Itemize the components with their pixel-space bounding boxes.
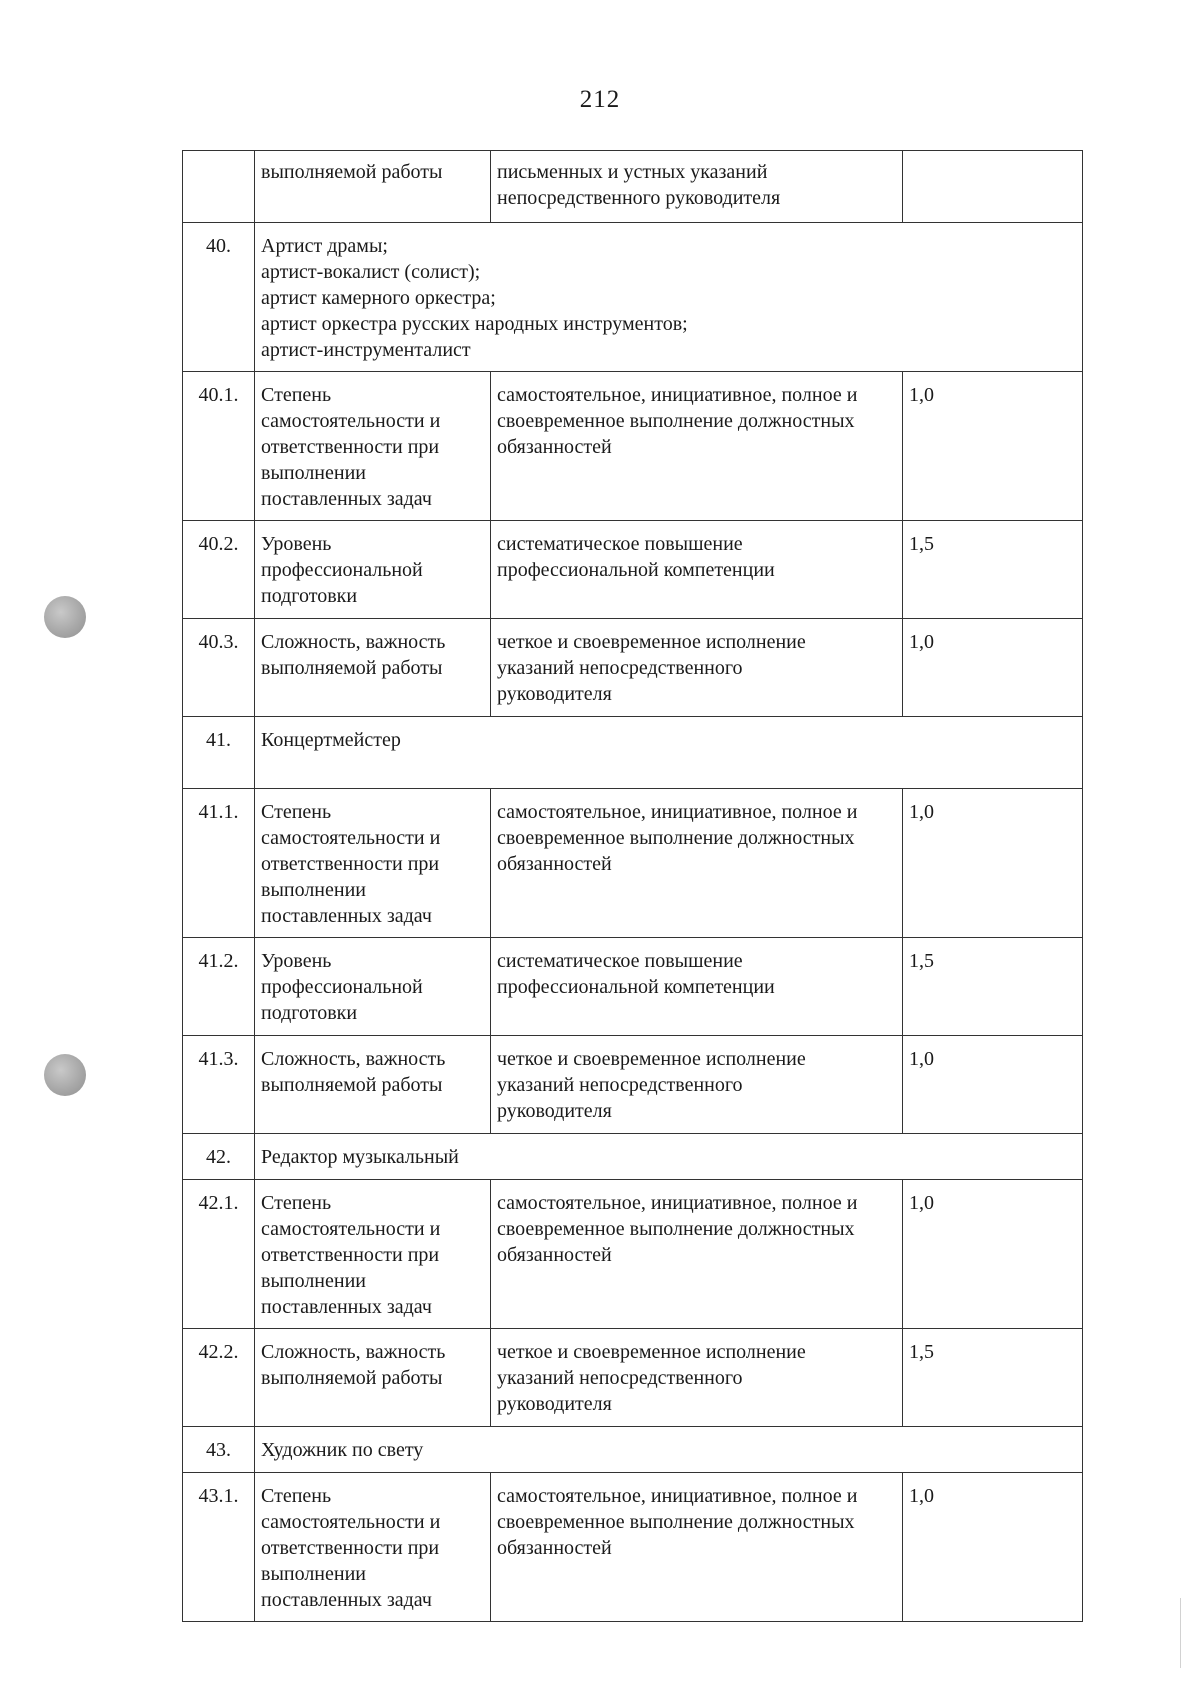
table-row [183, 1036, 1083, 1134]
criterion-cell: выполняемой работы [255, 151, 491, 223]
row-number: 43.1. [183, 1473, 255, 1622]
table-row [183, 1180, 1083, 1329]
indicator-cell: систематическое повышение профессиональной компетенции [491, 521, 903, 619]
indicator-cell: четкое и своевременное исполнение указаний непосредственного руководителя [491, 1036, 903, 1134]
score-cell: 1,5 [903, 521, 1083, 619]
row-number: 42.1. [183, 1180, 255, 1329]
section-number: 40. [183, 223, 255, 372]
section-number: 42. [183, 1134, 255, 1180]
section-number: 41. [183, 717, 255, 789]
page-number: 212 [579, 86, 621, 113]
section-row [183, 1427, 1083, 1473]
score-cell [903, 151, 1083, 223]
indicator-cell: самостоятельное, инициативное, полное и своевременное выполнение должностных обязанностей [491, 789, 903, 938]
criteria-table [182, 150, 1083, 1622]
row-number: 42.2. [183, 1329, 255, 1427]
section-title: Концертмейстер [255, 717, 1083, 789]
punch-hole-upper [44, 596, 86, 638]
section-title: Редактор музыкальный [255, 1134, 1083, 1180]
indicator-cell: самостоятельное, инициативное, полное и своевременное выполнение должностных обязанностей [491, 1473, 903, 1622]
criterion-cell: Степень самостоятельности и ответственности при выполнении поставленных задач [255, 1473, 491, 1622]
score-cell: 1,5 [903, 938, 1083, 1036]
criterion-cell: Сложность, важность выполняемой работы [255, 619, 491, 717]
section-number: 43. [183, 1427, 255, 1473]
criterion-cell: Уровень профессиональной подготовки [255, 521, 491, 619]
section-title: Артист драмы; артист-вокалист (солист); артист камерного оркестра; артист оркестра русских народных инструментов; артист-инструменталист [255, 223, 1083, 372]
table-row [183, 1329, 1083, 1427]
section-title: Художник по свету [255, 1427, 1083, 1473]
score-cell: 1,0 [903, 1473, 1083, 1622]
row-number [183, 151, 255, 223]
scan-edge-mark [1180, 1598, 1181, 1668]
criterion-cell: Степень самостоятельности и ответственности при выполнении поставленных задач [255, 372, 491, 521]
table-row [183, 1473, 1083, 1622]
row-number: 40.1. [183, 372, 255, 521]
row-number: 40.3. [183, 619, 255, 717]
indicator-cell: четкое и своевременное исполнение указаний непосредственного руководителя [491, 619, 903, 717]
table-row [183, 938, 1083, 1036]
table-row [183, 372, 1083, 521]
table-row-continuation [183, 151, 1083, 223]
table-row [183, 619, 1083, 717]
indicator-cell: самостоятельное, инициативное, полное и своевременное выполнение должностных обязанностей [491, 372, 903, 521]
criterion-cell: Уровень профессиональной подготовки [255, 938, 491, 1036]
criterion-cell: Степень самостоятельности и ответственности при выполнении поставленных задач [255, 789, 491, 938]
section-row [183, 717, 1083, 789]
score-cell: 1,0 [903, 1180, 1083, 1329]
row-number: 40.2. [183, 521, 255, 619]
score-cell: 1,0 [903, 789, 1083, 938]
score-cell: 1,0 [903, 1036, 1083, 1134]
indicator-cell: письменных и устных указаний непосредственного руководителя [491, 151, 903, 223]
row-number: 41.2. [183, 938, 255, 1036]
score-cell: 1,0 [903, 372, 1083, 521]
indicator-cell: четкое и своевременное исполнение указаний непосредственного руководителя [491, 1329, 903, 1427]
row-number: 41.3. [183, 1036, 255, 1134]
indicator-cell: самостоятельное, инициативное, полное и своевременное выполнение должностных обязанностей [491, 1180, 903, 1329]
score-cell: 1,0 [903, 619, 1083, 717]
score-cell: 1,5 [903, 1329, 1083, 1427]
row-number: 41.1. [183, 789, 255, 938]
table-row [183, 521, 1083, 619]
criterion-cell: Сложность, важность выполняемой работы [255, 1036, 491, 1134]
table-row [183, 789, 1083, 938]
criterion-cell: Степень самостоятельности и ответственности при выполнении поставленных задач [255, 1180, 491, 1329]
section-row [183, 1134, 1083, 1180]
punch-hole-lower [44, 1054, 86, 1096]
indicator-cell: систематическое повышение профессиональной компетенции [491, 938, 903, 1036]
section-row [183, 223, 1083, 372]
criterion-cell: Сложность, важность выполняемой работы [255, 1329, 491, 1427]
